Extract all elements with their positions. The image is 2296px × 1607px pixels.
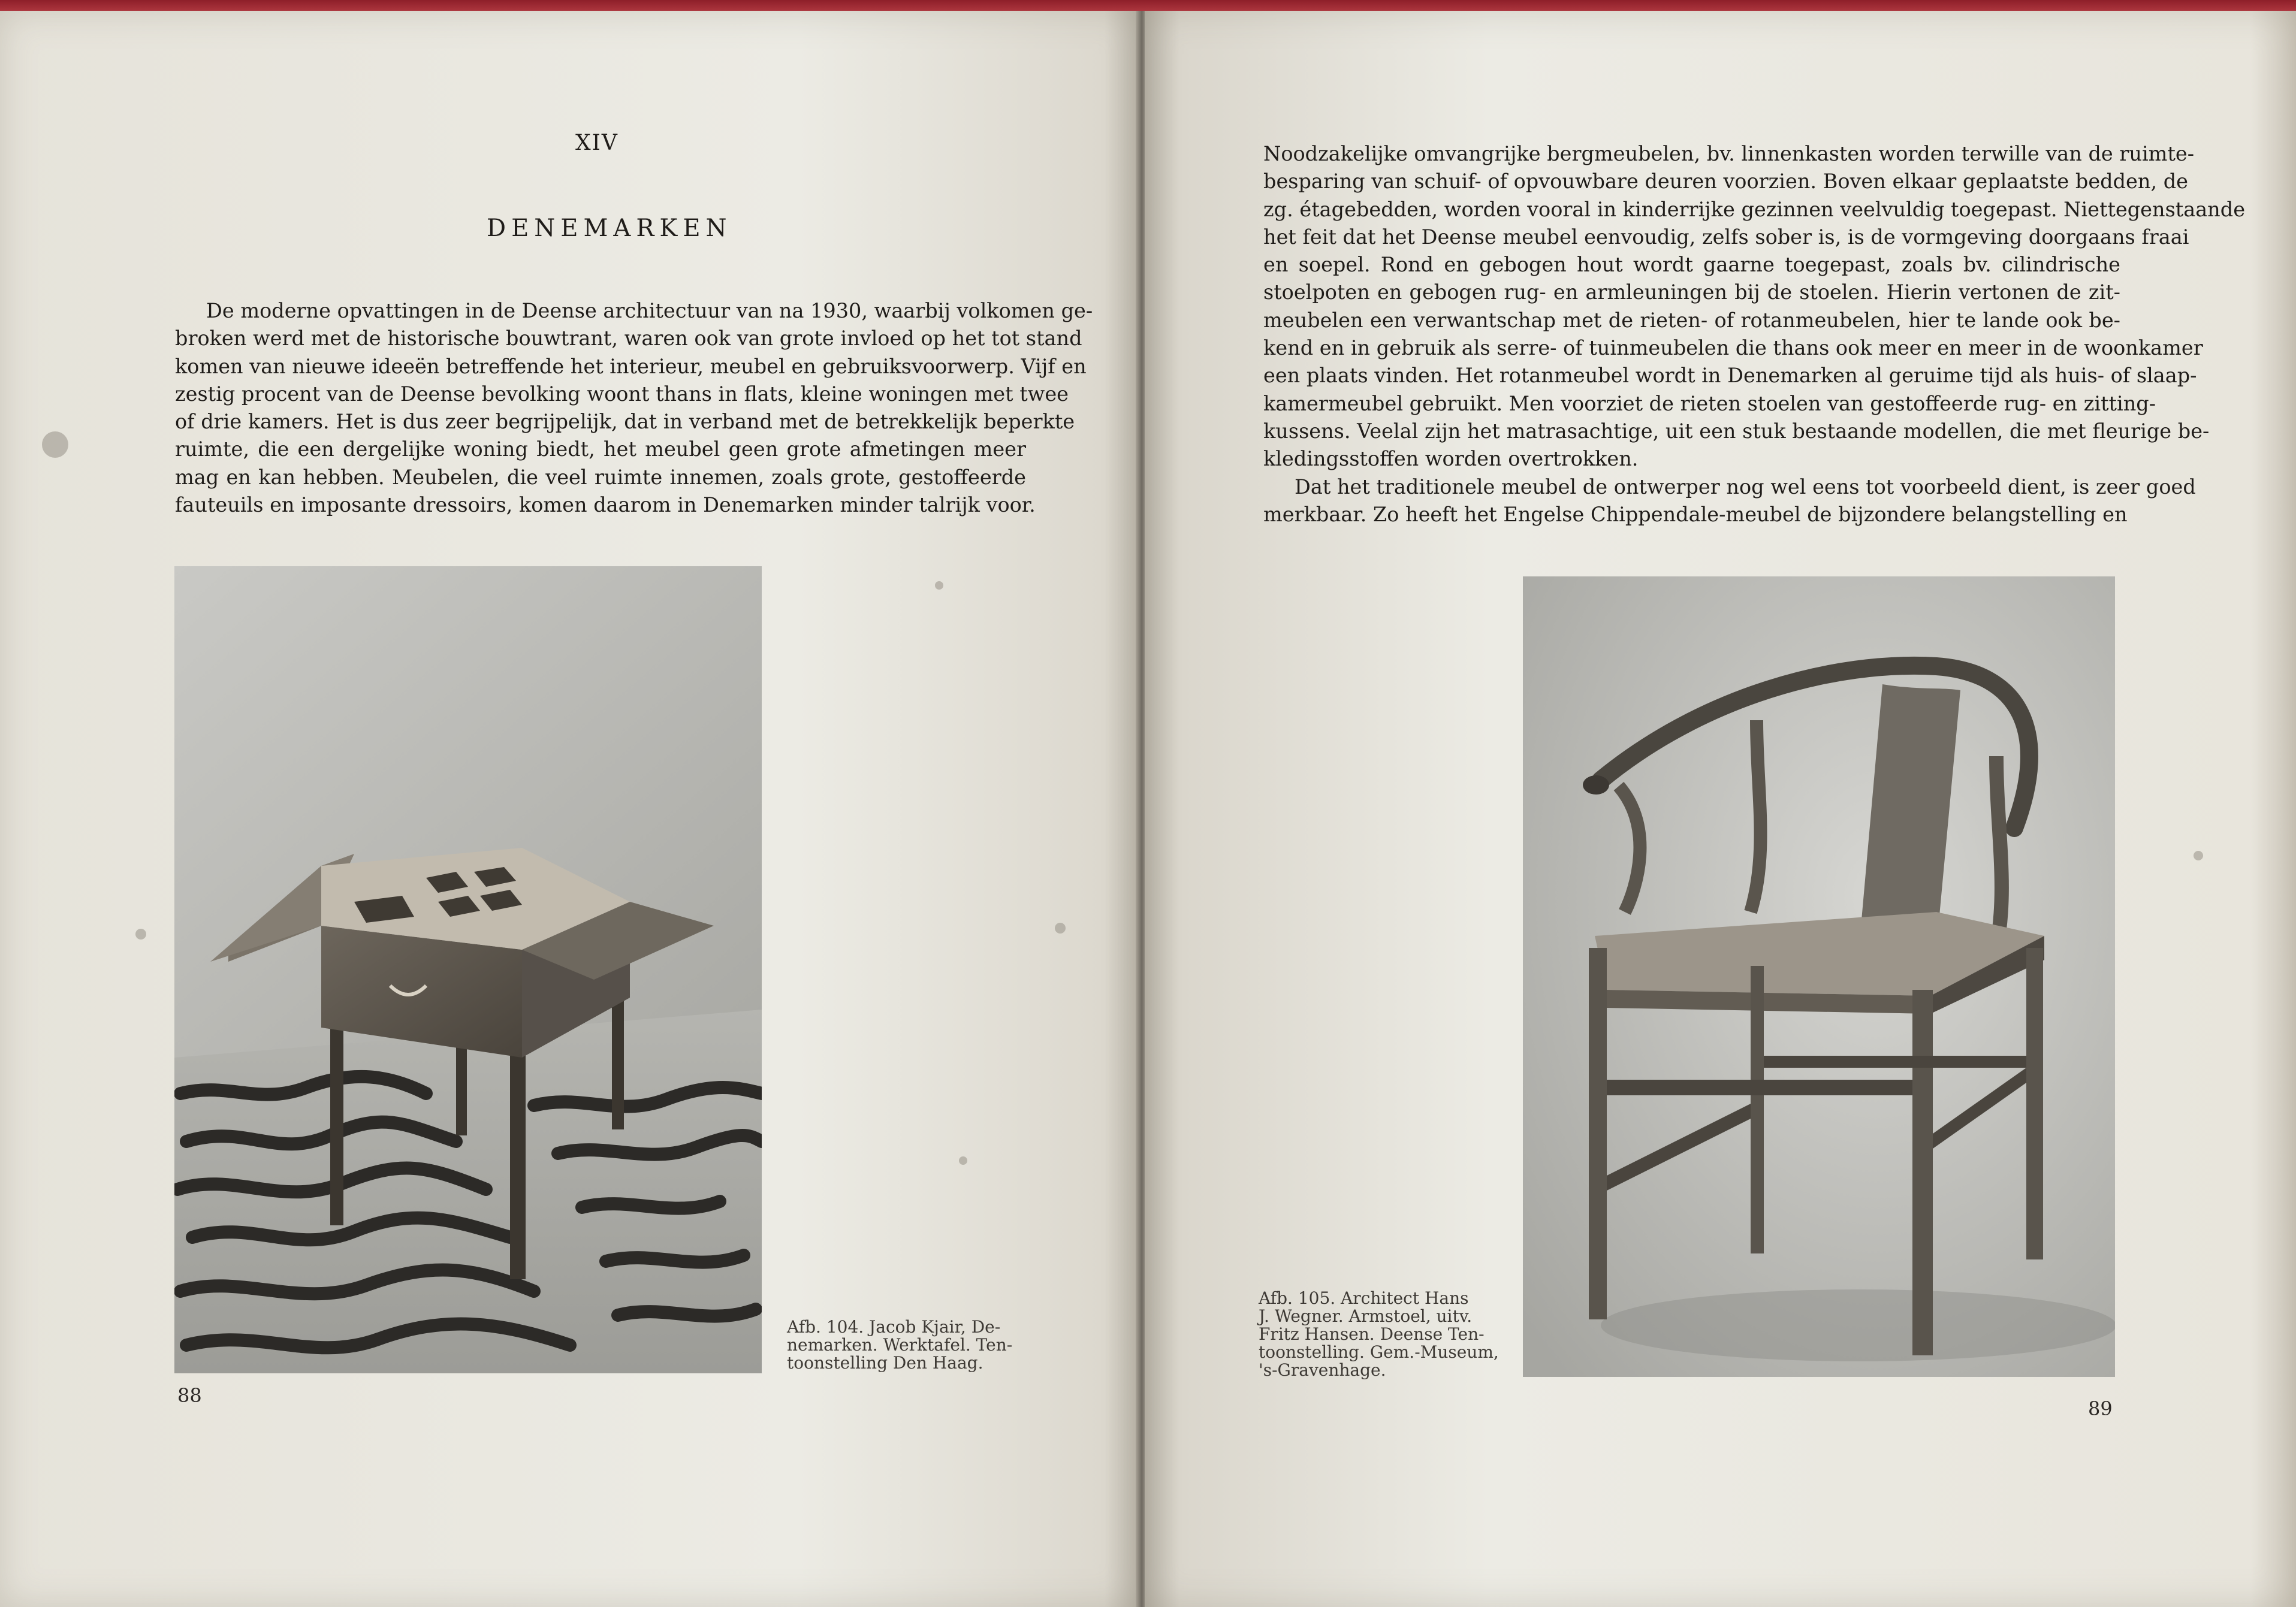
caption-line: nemarken. Werktafel. Ten- (787, 1335, 1013, 1355)
text-line: het feit dat het Deense meubel eenvoudig, zelfs sober is, is de vormgeving doorgaans fraai (1263, 225, 2189, 249)
text-line: kussens. Veelal zijn het matrasachtige, uit een stuk bestaande modellen, die met fleurige be- (1263, 419, 2210, 443)
text-line: een plaats vinden. Het rotanmeubel wordt in Denemarken al geruime tijd als huis- of slaap- (1263, 364, 2197, 388)
page-number-right: 89 (2088, 1397, 2113, 1420)
text-line: kamermeubel gebruikt. Men voorziet de rieten stoelen van gestoffeerde rug- en zitting- (1263, 391, 2156, 415)
caption-line: toonstelling. Gem.-Museum, (1259, 1342, 1499, 1362)
paper-speck (135, 929, 146, 940)
text-line: of drie kamers. Het is dus zeer begrijpelijk, dat in verband met de betrekkelijk beperkte (175, 410, 1075, 434)
figure-105-caption (1259, 1289, 1504, 1379)
caption-line: toonstelling Den Haag. (787, 1353, 983, 1373)
page-number-left: 88 (177, 1384, 202, 1407)
figure-104-caption (787, 1318, 1033, 1372)
text-line: ruimte, die een dergelijke woning biedt, het meubel geen grote afmetingen meer (175, 437, 1026, 461)
figure-104-worktable-photo (174, 566, 762, 1373)
caption-line: J. Wegner. Armstoel, uitv. (1259, 1306, 1473, 1326)
paper-speck (1055, 923, 1066, 934)
text-line: stoelpoten en gebogen rug- en armleuningen bij de stoelen. Hierin vertonen de zit- (1263, 280, 2120, 304)
right-paragraph (1263, 140, 2246, 528)
paper-speck (2194, 851, 2203, 860)
text-line: kend en in gebruik als serre- of tuinmeubelen die thans ook meer en meer in de woonkamer (1263, 336, 2203, 360)
chapter-number: XIV (575, 131, 618, 155)
paper-speck (959, 1156, 967, 1165)
text-line: merkbaar. Zo heeft het Engelse Chippendale-meubel de bijzondere belangstelling en (1263, 502, 2128, 526)
chapter-title: DENEMARKEN (487, 215, 732, 242)
figure-105-armchair-photo (1523, 576, 2115, 1377)
text-line: en soepel. Rond en gebogen hout wordt gaarne toegepast, zoals bv. cilindrische (1263, 253, 2120, 277)
text-line: kledingsstoffen worden overtrokken. (1263, 447, 1639, 471)
paper-speck (42, 431, 68, 458)
text-line: besparing van schuif- of opvouwbare deuren voorzien. Boven elkaar geplaatste bedden, de (1263, 170, 2189, 194)
caption-line: Afb. 105. Architect Hans (1259, 1288, 1469, 1308)
caption-line: Fritz Hansen. Deense Ten- (1259, 1324, 1485, 1344)
text-line: meubelen een verwantschap met de rieten- of rotanmeubelen, hier te lande ook be- (1263, 308, 2120, 332)
text-line: mag en kan hebben. Meubelen, die veel ruimte innemen, zoals grote, gestoffeerde (175, 465, 1026, 489)
caption-line: Afb. 104. Jacob Kjair, De- (787, 1317, 1001, 1337)
text-line: komen van nieuwe ideeën betreffende het interieur, meubel en gebruiksvoorwerp. Vijf en (175, 354, 1087, 378)
text-line: broken werd met de historische bouwtrant, waren ook van grote invloed op het tot stand (175, 327, 1082, 351)
text-line: zestig procent van de Deense bevolking woont thans in flats, kleine woningen met twee (175, 382, 1069, 406)
paper-speck (935, 581, 943, 590)
text-line: Noodzakelijke omvangrijke bergmeubelen, bv. linnenkasten worden terwille van de ruimte- (1263, 142, 2195, 165)
caption-line: 's-Gravenhage. (1259, 1360, 1386, 1380)
text-line: De moderne opvattingen in de Deense architectuur van na 1930, waarbij volkomen ge- (206, 299, 1093, 322)
left-paragraph (175, 297, 1093, 519)
text-line: zg. étagebedden, worden vooral in kinderrijke gezinnen veelvuldig toegepast. Niettegenstaande (1263, 197, 2246, 221)
text-line: fauteuils en imposante dressoirs, komen daarom in Denemarken minder talrijk voor. (175, 493, 1036, 517)
text-line: Dat het traditionele meubel de ontwerper nog wel eens tot voorbeeld dient, is zeer goed (1295, 475, 2196, 499)
